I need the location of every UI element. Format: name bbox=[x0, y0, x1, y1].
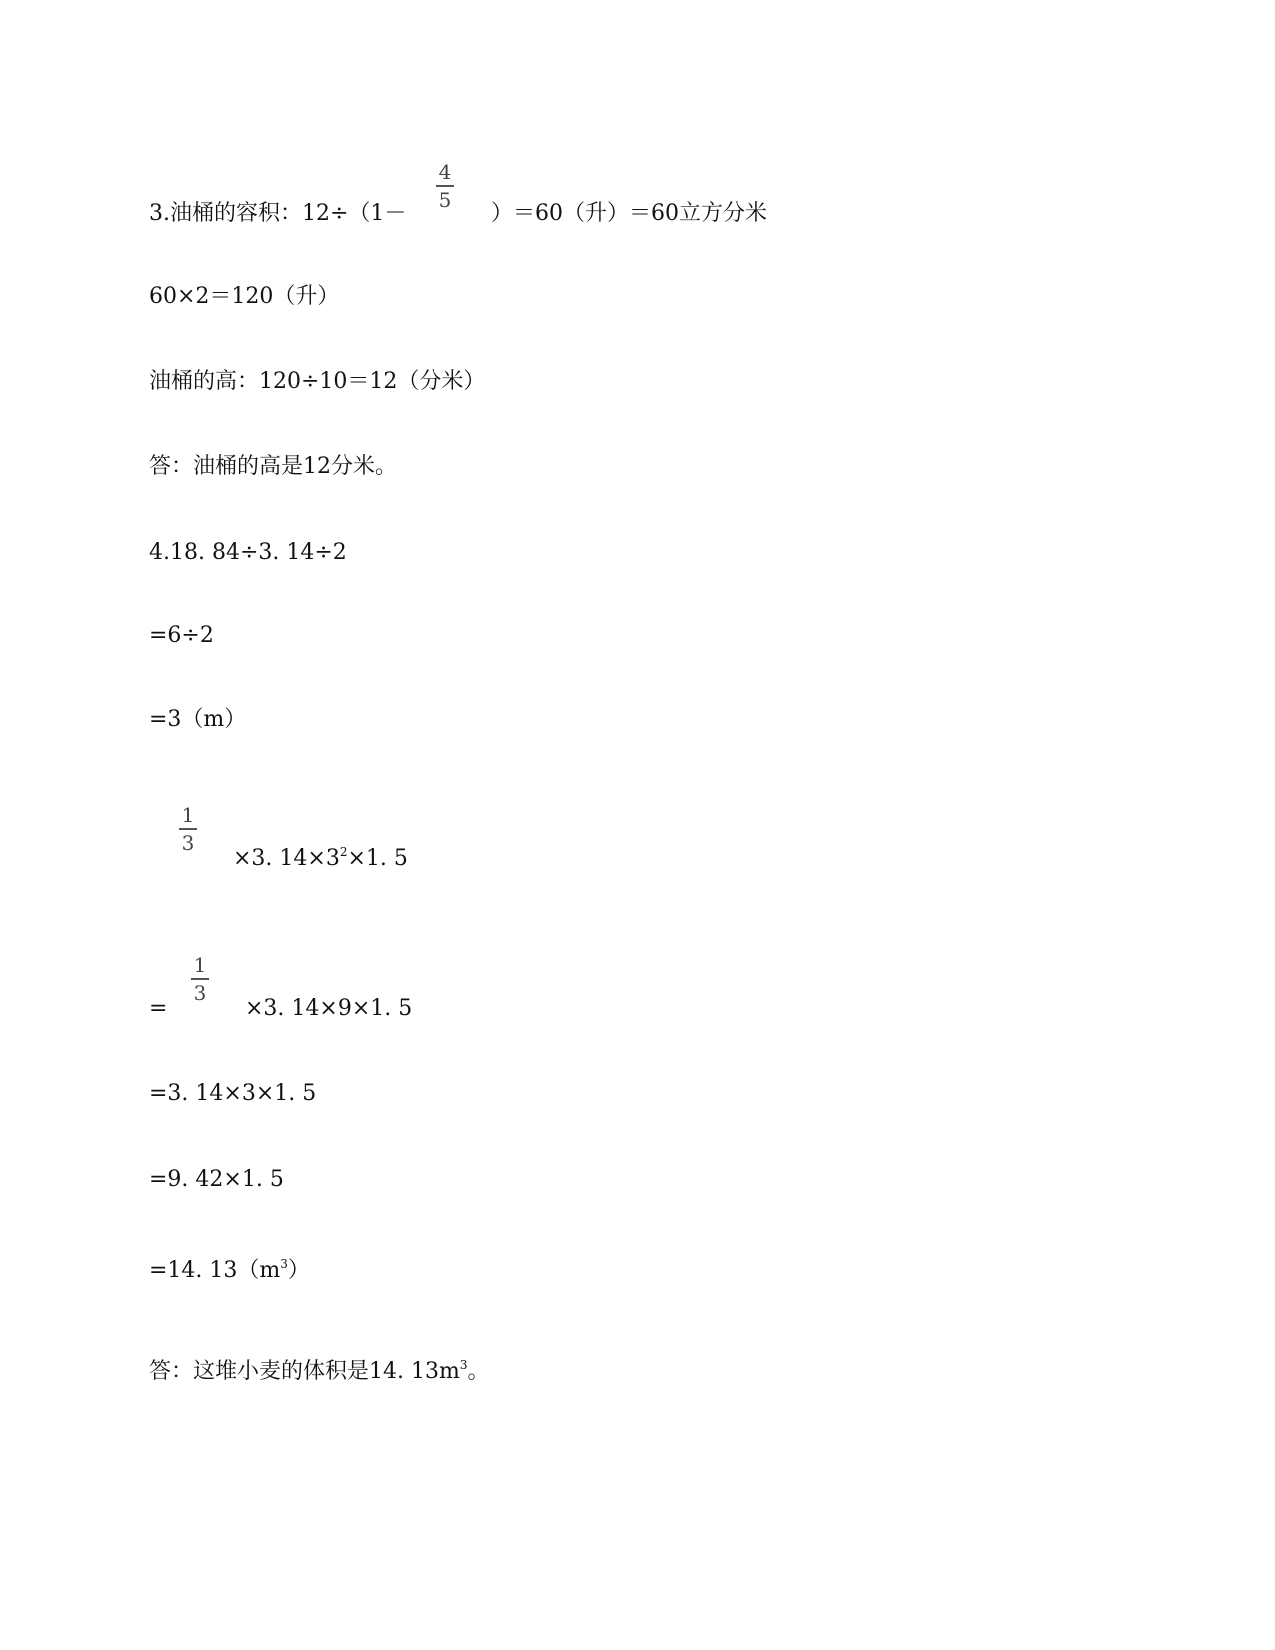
q4-line-4: =3. 14×3×1. 5 bbox=[149, 1081, 317, 1106]
line-6-text-a: =14. 13（m bbox=[149, 1258, 281, 1283]
fraction-denominator: 5 bbox=[438, 187, 452, 212]
q3-line-2: 60×2＝120（升） bbox=[149, 284, 340, 309]
q4-formula-1-fraction bbox=[179, 805, 197, 853]
q4-line-5: =9. 42×1. 5 bbox=[149, 1167, 284, 1192]
q4-line-6 bbox=[149, 1257, 310, 1283]
q4-formula-2-fraction bbox=[191, 955, 209, 1003]
fraction-bar bbox=[191, 978, 209, 980]
q4-line-3: =3（m） bbox=[149, 707, 247, 732]
formula-1-text-b: ×1. 5 bbox=[347, 846, 408, 871]
q4-line-1: 4.18. 84÷3. 14÷2 bbox=[149, 540, 347, 565]
fraction-numerator: 4 bbox=[438, 160, 452, 184]
line-6-text-b: ） bbox=[287, 1258, 310, 1283]
q4-formula-2-text: ×3. 14×9×1. 5 bbox=[245, 996, 413, 1021]
q3-line-1 bbox=[149, 203, 406, 225]
fraction-numerator: 1 bbox=[181, 803, 195, 827]
cubic-exponent: 3 bbox=[459, 1358, 468, 1372]
fraction-denominator: 3 bbox=[193, 980, 207, 1005]
q3-fraction bbox=[436, 162, 454, 210]
q4-formula-1 bbox=[233, 845, 408, 871]
q3-answer: 答：油桶的高是12分米。 bbox=[149, 454, 397, 479]
q4-answer bbox=[149, 1358, 490, 1384]
formula-1-text-a: ×3. 14×3 bbox=[233, 846, 340, 871]
q3-line-1-suffix: ）＝60（升）＝60立方分米 bbox=[491, 201, 767, 226]
q3-line-3: 油桶的高：120÷10＝12（分米） bbox=[149, 369, 486, 394]
fraction-denominator: 3 bbox=[181, 830, 195, 855]
q4-line-2: =6÷2 bbox=[149, 623, 214, 648]
formula-1-exponent: 2 bbox=[339, 845, 348, 859]
fraction-bar bbox=[436, 185, 454, 187]
fraction-numerator: 1 bbox=[193, 953, 207, 977]
answer-text-b: 。 bbox=[467, 1359, 490, 1384]
cubic-exponent: 3 bbox=[280, 1257, 288, 1271]
answer-text-a: 答：这堆小麦的体积是14. 13m bbox=[149, 1359, 460, 1384]
q3-line-1-prefix: 3.油桶的容积：12÷（1－ bbox=[149, 201, 407, 226]
q4-formula-2-prefix: = bbox=[149, 996, 168, 1021]
fraction-bar bbox=[179, 828, 197, 830]
